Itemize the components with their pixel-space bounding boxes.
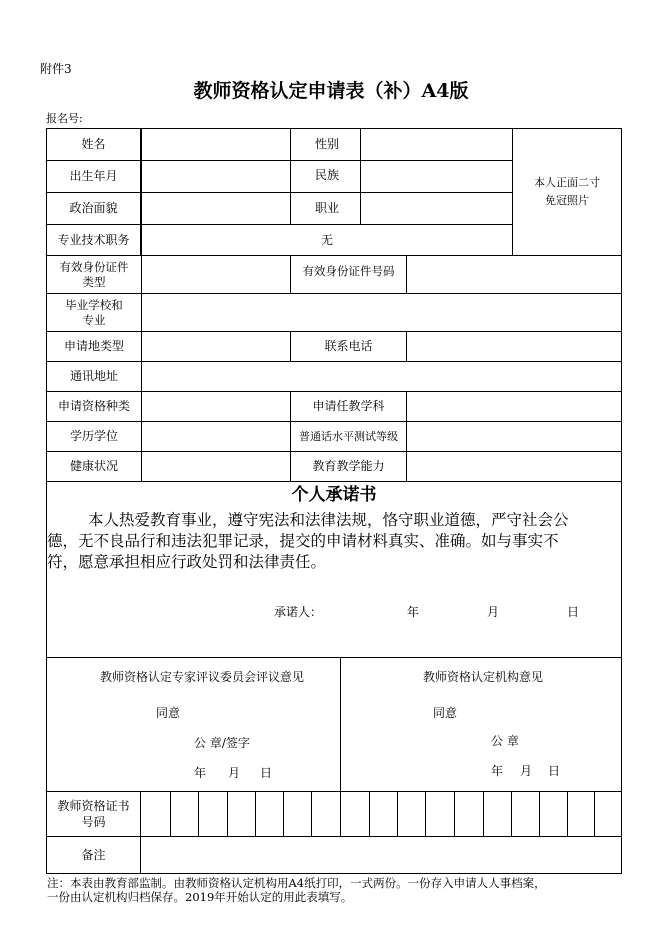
gender-input[interactable]	[361, 129, 512, 160]
teaching-ability-input[interactable]	[407, 452, 621, 481]
cert-digit-divider	[198, 791, 199, 836]
cert-digit-divider	[594, 791, 595, 836]
agency-opinion-title: 教师资格认定机构意见	[423, 670, 544, 684]
pledge-title: 个人承诺书	[291, 485, 377, 505]
cert-digit-divider	[369, 791, 370, 836]
reg-no-label: 报名号:	[46, 112, 83, 125]
ethnicity-label: 民族	[315, 168, 340, 182]
political-input[interactable]	[142, 193, 290, 224]
address-input[interactable]	[142, 362, 621, 391]
region-type-label: 申请地类型	[63, 339, 124, 353]
address-label: 通讯地址	[69, 369, 118, 383]
expert-opinion-title: 教师资格认定专家评议委员会评议意见	[100, 670, 305, 684]
subject-input[interactable]	[407, 392, 621, 421]
cert-no-label: 教师资格证书 号码	[57, 799, 130, 829]
pledge-signer-label: 承诺人：	[274, 605, 323, 619]
ethnicity-input[interactable]	[361, 161, 512, 192]
cert-digit-divider	[283, 791, 284, 836]
attachment-label: 附件3	[40, 62, 72, 76]
health-input[interactable]	[142, 452, 290, 481]
agency-day: 日	[548, 764, 561, 778]
photo-placeholder: 本人正面二寸 免冠照片	[534, 176, 600, 207]
id-number-label: 有效身份证件号码	[302, 263, 395, 278]
school-label: 毕业学校和 专业	[65, 297, 123, 327]
cert-digit-divider	[511, 791, 512, 836]
school-input[interactable]	[142, 294, 621, 331]
health-label: 健康状况	[69, 459, 118, 473]
cert-type-input[interactable]	[142, 392, 290, 421]
name-input[interactable]	[142, 129, 290, 160]
cert-digit-divider	[539, 791, 540, 836]
agency-agree: 同意	[433, 706, 458, 720]
cert-digit-divider	[397, 791, 398, 836]
phone-label: 联系电话	[324, 339, 373, 353]
expert-seal: 公 章/签字	[194, 736, 250, 750]
pledge-line-2: 德，无不良品行和违法犯罪记录，提交的申请材料真实、准确。如与事实不	[47, 532, 559, 550]
tech-title-label: 专业技术职务	[57, 232, 130, 247]
mandarin-input[interactable]	[407, 422, 621, 451]
birth-label: 出生年月	[69, 169, 118, 183]
occupation-label: 职业	[315, 201, 340, 215]
cert-digit-divider	[227, 791, 228, 836]
id-number-input[interactable]	[407, 256, 621, 293]
cert-digit-divider	[311, 791, 312, 836]
pledge-month: 月	[487, 605, 500, 619]
name-label: 姓名	[81, 137, 106, 151]
pledge-year: 年	[407, 605, 420, 619]
expert-day: 日	[260, 766, 273, 780]
gender-label: 性别	[315, 137, 340, 151]
cert-digit-divider	[567, 791, 568, 836]
region-type-input[interactable]	[142, 332, 290, 361]
id-type-label: 有效身份证件 类型	[59, 259, 129, 289]
pledge-line-3: 符，愿意承担相应行政处罚和法律责任。	[47, 553, 327, 571]
page-title: 教师资格认定申请表（补）A4版	[193, 80, 469, 102]
cert-digit-divider	[170, 791, 171, 836]
expert-month: 月	[228, 766, 241, 780]
pledge-day: 日	[567, 605, 580, 619]
subject-label: 申请任教学科	[312, 399, 385, 413]
expert-agree: 同意	[156, 706, 181, 720]
cert-digit-divider	[255, 791, 256, 836]
tech-title-value: 无	[320, 232, 333, 247]
cert-digit-divider	[483, 791, 484, 836]
note-line-2: 一份由认定机构归档保存。2019年开始认定的用此表填写。	[47, 890, 353, 904]
note-line-1: 注：本表由教育部监制。由教师资格认定机构用A4纸打印，一式两份。一份存入申请人人事档案，	[47, 876, 546, 890]
remark-input[interactable]	[141, 837, 621, 873]
cert-type-label: 申请资格种类	[57, 399, 130, 413]
phone-input[interactable]	[407, 332, 621, 361]
cert-digit-divider	[454, 791, 455, 836]
cert-digit-divider	[425, 791, 426, 836]
remark-label: 备注	[81, 847, 106, 862]
birth-input[interactable]	[142, 161, 290, 192]
occupation-input[interactable]	[361, 193, 512, 224]
id-type-input[interactable]	[142, 256, 290, 293]
agency-seal: 公 章	[491, 734, 519, 748]
mandarin-label: 普通话水平测试等级	[299, 430, 398, 443]
political-label: 政治面貌	[69, 201, 118, 215]
pledge-line-1: 本人热爱教育事业，遵守宪法和法律法规，恪守职业道德，严守社会公	[88, 511, 569, 529]
agency-year: 年	[491, 764, 504, 778]
expert-year: 年	[194, 766, 207, 780]
agency-month: 月	[520, 764, 533, 778]
cert-digit-divider	[340, 791, 341, 836]
degree-input[interactable]	[142, 422, 290, 451]
teaching-ability-label: 教育教学能力	[312, 459, 385, 473]
degree-label: 学历学位	[69, 429, 118, 443]
